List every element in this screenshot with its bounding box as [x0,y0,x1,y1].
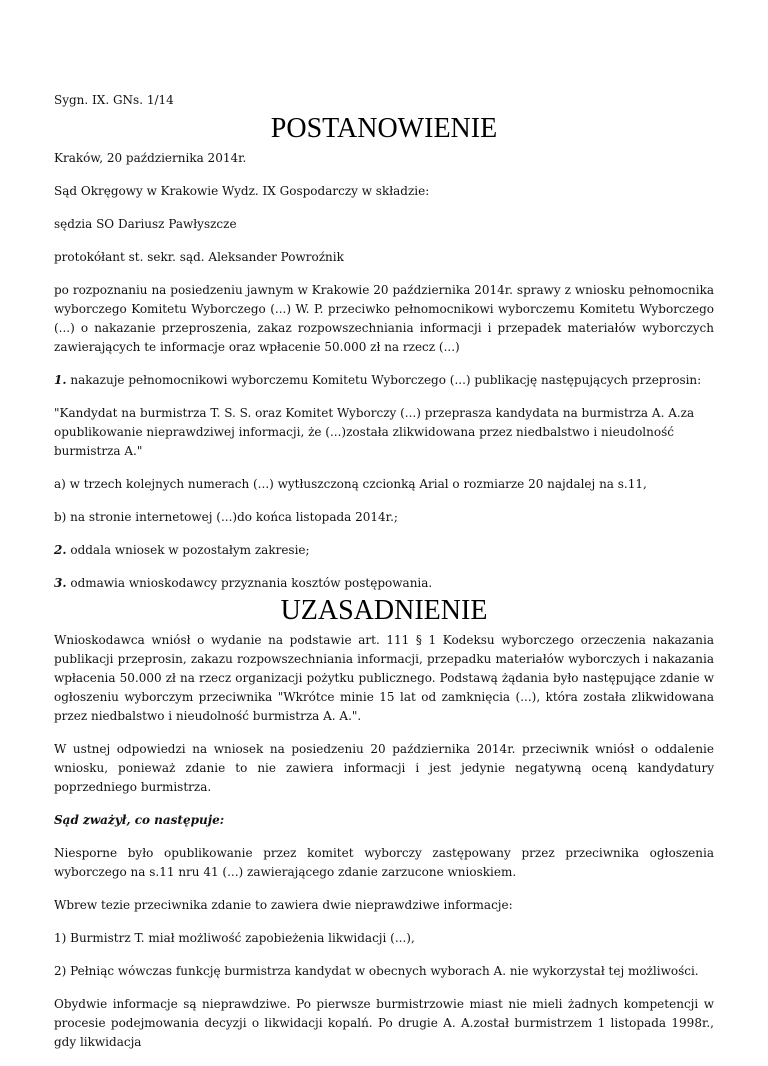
justification-paragraph: Wnioskodawca wniósł o wydanie na podstawie art. 111 § 1 Kodeksu wyborczego orzeczenia nakazania publikacji przeprosin, zakazu rozpowszechniania informacji, przepadku materiałów wyborczych i nakazania wpłacenia 50.000 zł na rzecz organizacji pożytku publicznego. Podstawą żądania było następujące zdanie w ogłoszeniu wyborczym przeciwnika "Wkrótce minie 15 lat od zamknięcia (...), która została zlikwidowana przez niedbalstwo i nieudolność burmistrza A. A.". [54,633,714,723]
ruling-item-a: a) w trzech kolejnych numerach (...) wytłuszczoną czcionką Arial o rozmiarze 20 najdalej na s.11, [54,477,647,491]
apology-text: "Kandydat na burmistrza T. S. S. oraz Komitet Wyborczy (...) przeprasza kandydata na burmistrza A. A.za opublikowanie nieprawdziwej informacji, że (...)została zlikwidowana przez niedbalstwo i nieudolność burmistrza A." [54,406,695,458]
ruling-number: 2. [54,543,67,557]
case-intro: po rozpoznaniu na posiedzeniu jawnym w Krakowie 20 października 2014r. sprawy z wniosku pełnomocnika wyborczego Komitetu Wyborczego (...) W. P. przeciwko pełnomocnikowi wyborczemu Komitetu Wyborczego (...) o nakazanie przeproszenia, zakaz rozpowszechniania informacji i przepadek materiałów wyborczych zawierających te informacje oraz wpłacenie 50.000 zł na rzecz (...) [54,283,714,354]
justification-paragraph: 2) Pełniąc wówczas funkcję burmistrza kandydat w obecnych wyborach A. nie wykorzystał tej możliwości. [54,964,699,978]
ruling-text: odmawia wnioskodawcy przyznania kosztów postępowania. [66,576,433,590]
ruling-text: oddala wniosek w pozostałym zakresie; [66,543,310,557]
ruling-2 [54,541,714,560]
justification-paragraph: Wbrew tezie przeciwnika zdanie to zawiera dwie nieprawdziwe informacje: [54,898,513,912]
court-considered-heading: Sąd zważył, co następuje: [54,813,225,827]
clerk-name: protokółant st. sekr. sąd. Aleksander Powroźnik [54,250,344,264]
place-date: Kraków, 20 października 2014r. [54,151,247,165]
document-title: POSTANOWIENIE [270,113,498,144]
justification-title: UZASADNIENIE [280,595,488,626]
justification-paragraph: 1) Burmistrz T. miał możliwość zapobieżenia likwidacji (...), [54,931,415,945]
ruling-number: 3. [54,576,67,590]
ruling-number: 1. [54,373,67,387]
justification-paragraph: W ustnej odpowiedzi na wniosek na posiedzeniu 20 października 2014r. przeciwnik wniósł o oddalenie wniosku, ponieważ zdanie to nie zawiera informacji i jest jedynie negatywną oceną kandydatury poprzedniego burmistrza. [54,742,714,794]
judge-name: sędzia SO Dariusz Pawłyszcze [54,217,237,231]
ruling-1 [54,371,714,390]
ruling-3 [54,574,714,593]
justification-paragraph: Obydwie informacje są nieprawdziwe. Po pierwsze burmistrzowie miast nie mieli żadnych kompetencji w procesie podejmowania decyzji o likwidacji kopalń. Po drugie A. A.został burmistrzem 1 listopada 1998r., gdy likwidacja [54,997,714,1049]
document-body [54,80,714,1066]
case-signature: Sygn. IX. GNs. 1/14 [54,93,174,107]
ruling-text: nakazuje pełnomocnikowi wyborczemu Komitetu Wyborczego (...) publikację następujących przeprosin: [66,373,702,387]
ruling-item-b: b) na stronie internetowej (...)do końca listopada 2014r.; [54,510,398,524]
justification-paragraph: Niesporne było opublikowanie przez komitet wyborczy zastępowany przez przeciwnika ogłoszenia wyborczego na s.11 nru 41 (...) zawierającego zdanie zarzucone wnioskiem. [54,846,714,879]
court-composition: Sąd Okręgowy w Krakowie Wydz. IX Gospodarczy w składzie: [54,184,430,198]
